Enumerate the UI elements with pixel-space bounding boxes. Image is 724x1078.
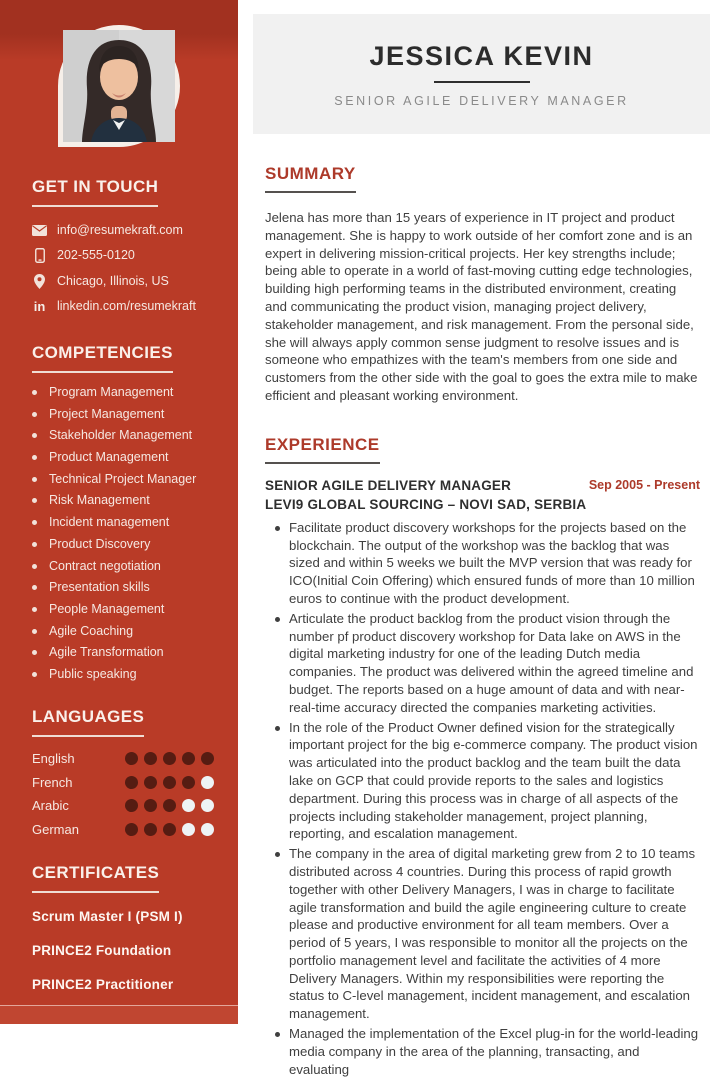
language-level-dots (125, 799, 214, 812)
contact-email[interactable] (32, 224, 214, 237)
location-icon (32, 274, 47, 289)
competencies-heading: COMPETENCIES (32, 343, 173, 373)
level-dot-filled (144, 823, 157, 836)
competency-label: Agile Coaching (49, 623, 134, 638)
job-header (265, 476, 700, 514)
contact-phone-text[interactable]: 202-555-0120 (57, 248, 135, 262)
job-entry (265, 476, 700, 1078)
competencies-list (32, 386, 214, 681)
language-level-dots (125, 776, 214, 789)
competency-item (32, 429, 214, 442)
competency-item (32, 494, 214, 507)
level-dot-empty (182, 799, 195, 812)
experience-section (253, 435, 710, 1078)
bullet-dot-icon (32, 629, 37, 634)
competency-label: Product Discovery (49, 536, 151, 551)
competency-item (32, 581, 214, 594)
contact-phone[interactable] (32, 248, 214, 263)
competency-label: Technical Project Manager (49, 471, 197, 486)
languages-heading: LANGUAGES (32, 707, 144, 737)
contact-location-text: Chicago, Illinois, US (57, 274, 169, 288)
competency-label: Contract negotiation (49, 558, 161, 573)
bullet-dot-icon (32, 585, 37, 590)
bullet-dot-icon (32, 607, 37, 612)
level-dot-filled (201, 752, 214, 765)
certificates-list (32, 909, 214, 992)
job-dates: Sep 2005 - Present (588, 477, 700, 492)
certificates-section (0, 863, 238, 992)
competency-item (32, 516, 214, 529)
linkedin-icon: in (33, 299, 46, 314)
phone-icon (32, 248, 47, 263)
level-dot-filled (163, 799, 176, 812)
bullet-dot-icon (32, 477, 37, 482)
bullet-dot-icon (32, 564, 37, 569)
avatar-illustration (63, 30, 175, 142)
languages-section (0, 707, 238, 837)
bullet-dot-icon (32, 433, 37, 438)
contact-email-text[interactable]: info@resumekraft.com (57, 223, 183, 237)
competency-label: Program Management (49, 385, 174, 399)
language-name: English (32, 750, 75, 766)
competency-label: Stakeholder Management (49, 428, 193, 443)
language-row (32, 775, 214, 790)
competency-item (32, 473, 214, 486)
profile-photo (58, 25, 180, 147)
language-level-dots (125, 752, 214, 765)
bullet-dot-icon (32, 672, 37, 677)
level-dot-filled (163, 752, 176, 765)
language-row (32, 751, 214, 766)
level-dot-empty (201, 823, 214, 836)
contact-linkedin-text[interactable]: linkedin.com/resumekraft (57, 299, 196, 313)
summary-section (253, 164, 710, 405)
level-dot-filled (144, 752, 157, 765)
job-bullet-item: Articulate the product backlog from the product vision through the number pf product discovery workshop for Data lake on AWS in the digital marketing industry for one of the leading Dutch media companies. The product was delivered within the agreed timeline and budget. The reports based on a huge amount of data and with near-real-time accuracy directed the companies marketing activities. (289, 610, 700, 717)
job-bullet-item: The company in the area of digital marketing grew from 2 to 10 teams distributed across 4 countries. During this process of rapid growth together with other Delivery Managers, I was in charge to facilitate agile transformation and build the agile engineering culture to create please and productive environment for all team members. Over a period of 5 years, I was responsible to monitor all the projects on the portfolio management level and facilitate the activities of 4 more Delivery Managers. Within my responsibilities were reporting the status to C-level management, incident management, and escalation management. (289, 845, 700, 1023)
competency-label: Agile Transformation (49, 645, 164, 660)
competency-item (32, 408, 214, 421)
competency-item (32, 603, 214, 616)
bullet-dot-icon (32, 390, 37, 395)
level-dot-filled (125, 752, 138, 765)
level-dot-empty (182, 823, 195, 836)
competency-label: Risk Management (49, 493, 150, 508)
level-dot-empty (201, 776, 214, 789)
summary-text: Jelena has more than 15 years of experience in IT project and product management. She is happy to work outside of her comfort zone and is an expert in delivering mission-critical projects. Her key strengths include; being able to operate in a world of fast-moving cutting edge technologies, building high performing teams in the distributed environment, creating and communicating the product vision, managing project delivery, stakeholder management, and risk management. From the personal side, she will always apply common sense judgment to resolve issues and is someone who empathizes with the team's members from one side and customers from the other side with the goal to goes the extra mile to make efficient and pleasant working environment. (265, 210, 698, 403)
sidebar (0, 0, 238, 1024)
header (253, 14, 710, 134)
level-dot-filled (182, 752, 195, 765)
bullet-dot-icon (32, 650, 37, 655)
level-dot-empty (201, 799, 214, 812)
job-bullets (265, 519, 700, 1078)
contact-heading: GET IN TOUCH (32, 177, 158, 207)
language-row (32, 798, 214, 813)
person-name: JESSICA KEVIN (369, 40, 594, 71)
bullet-dot-icon (32, 520, 37, 525)
level-dot-filled (182, 776, 195, 789)
language-row (32, 822, 214, 837)
competency-item (32, 646, 214, 659)
header-divider (434, 81, 530, 83)
email-icon (32, 225, 47, 236)
level-dot-filled (144, 799, 157, 812)
contact-location (32, 274, 214, 289)
job-bullet-item: Managed the implementation of the Excel plug-in for the world-leading media company in the area of the planning, transacting, and evaluating (289, 1026, 699, 1077)
competency-label: Incident management (49, 515, 170, 530)
level-dot-filled (163, 776, 176, 789)
competency-item (32, 538, 214, 551)
competency-item (32, 451, 214, 464)
person-title: SENIOR AGILE DELIVERY MANAGER (334, 93, 629, 108)
competency-label: Product Management (49, 450, 169, 465)
competencies-section (0, 343, 238, 681)
job-bullet-item: Facilitate product discovery workshops for the projects based on the blockchain. The output of the workshop was the backlog that was sized and within 5 weeks we built the MVP version that was ready for ICO(Initial Coin Offering) which ensured funds of more than 10 million euros to continue with the product development. (289, 519, 700, 608)
language-name: German (32, 821, 79, 837)
competency-label: People Management (49, 601, 165, 616)
language-level-dots (125, 823, 214, 836)
certificates-heading: CERTIFICATES (32, 863, 159, 893)
languages-list (32, 751, 214, 837)
certificate-item: Scrum Master I (PSM I) (32, 908, 183, 924)
main-content (238, 0, 724, 1077)
level-dot-filled (125, 776, 138, 789)
summary-heading: SUMMARY (265, 164, 356, 193)
sidebar-footer-band (0, 1005, 238, 1024)
competency-item (32, 625, 214, 638)
level-dot-filled (125, 823, 138, 836)
level-dot-filled (144, 776, 157, 789)
competency-item (32, 668, 214, 681)
language-name: French (32, 774, 73, 790)
job-company: LEVI9 GLOBAL SOURCING – NOVI SAD, SERBIA (265, 496, 587, 512)
competency-item (32, 386, 214, 399)
competency-item (32, 560, 214, 573)
certificate-item: PRINCE2 Foundation (32, 942, 172, 958)
job-role: SENIOR AGILE DELIVERY MANAGER (265, 477, 512, 493)
contact-section (0, 177, 238, 313)
certificate-item: PRINCE2 Practitioner (32, 976, 174, 992)
level-dot-filled (163, 823, 176, 836)
competency-label: Project Management (49, 406, 165, 421)
bullet-dot-icon (32, 498, 37, 503)
bullet-dot-icon (32, 412, 37, 417)
job-bullet-item: In the role of the Product Owner defined vision for the strategically important project for the big e-commerce company. The product vision was articulated into the product backlog and the team built the data lake on GCP that could provide reports to the sales and logistics department. During this process was in charge of all aspects of the projects including stakeholder management, project planning, reporting, and escalation management. (289, 719, 700, 844)
competency-label: Presentation skills (49, 580, 150, 595)
experience-heading: EXPERIENCE (265, 435, 380, 464)
job-titles (265, 476, 586, 514)
bullet-dot-icon (32, 455, 37, 460)
language-name: Arabic (32, 798, 69, 814)
contact-list (32, 224, 214, 313)
contact-linkedin[interactable] (32, 300, 214, 313)
competency-label: Public speaking (49, 666, 137, 681)
bullet-dot-icon (32, 542, 37, 547)
level-dot-filled (125, 799, 138, 812)
